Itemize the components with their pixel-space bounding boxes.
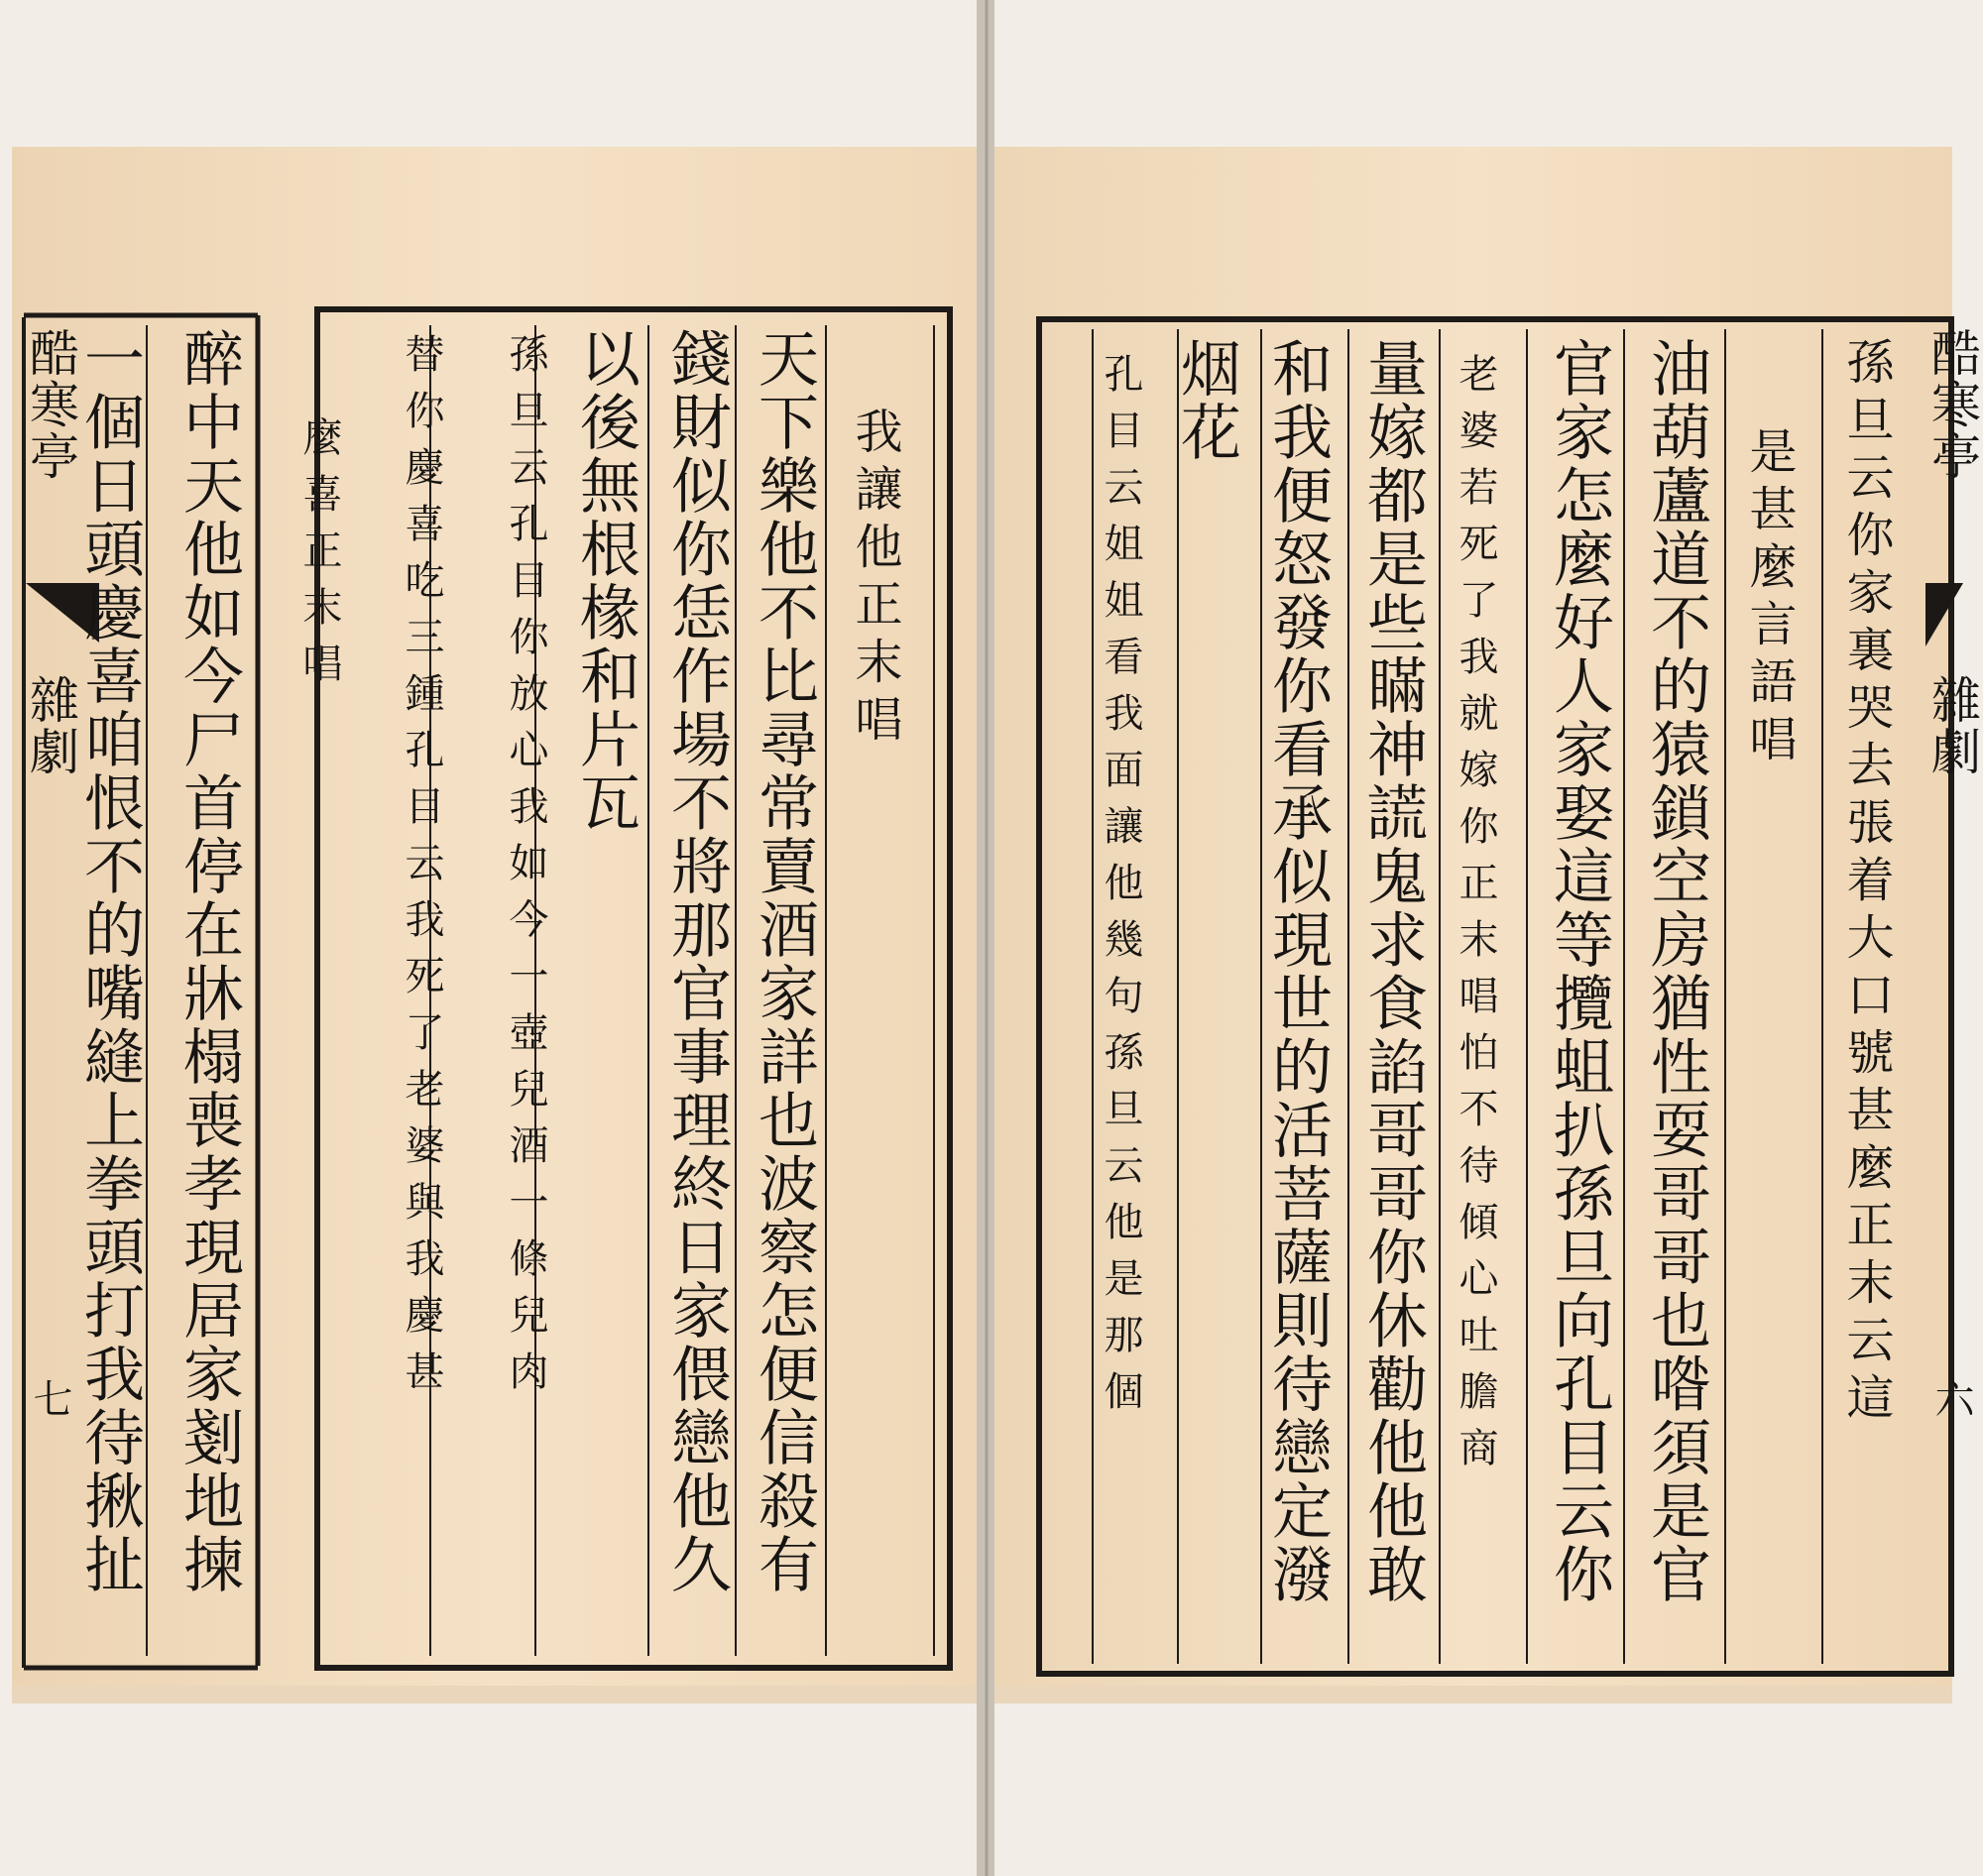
- left-margin-section: 雜劇: [22, 674, 79, 777]
- left-column-2: 一個日頭慶喜咱恨不的嘴縫上拳頭打我待揪扯: [74, 327, 145, 1596]
- right-column-6: 官家怎麼好人家娶這等攬蛆扒孫旦向孔目云你: [1544, 337, 1614, 1606]
- right-column-1: 孔目云姐姐看我面讓他幾句孫旦云他是那個: [1098, 353, 1143, 1427]
- left-margin-page-number: 七: [27, 1378, 72, 1418]
- right-column-8: 是甚麼言語唱: [1741, 426, 1797, 771]
- right-column-4: 量嫁都是些瞞神謊鬼求食諂哥哥你休勸他他敢: [1357, 337, 1428, 1606]
- right-column-3: 和我便怒發你看承似現世的活菩薩則待戀定潑: [1262, 337, 1333, 1606]
- right-column-7: 油葫蘆道不的猿鎖空房猶性耍哥哥也喒須是官: [1641, 337, 1711, 1606]
- right-margin-title: 酷寒亭: [1924, 327, 1981, 482]
- right-margin-section: 雜劇: [1924, 674, 1981, 777]
- left-column-1: 醉中天他如今尸首停在牀榻喪孝現居家剗地揀: [174, 327, 244, 1596]
- left-column-5: 孫旦云孔目你放心我如今一壺兒酒一條兒肉: [503, 333, 548, 1407]
- right-column-5: 老婆若死了我就嫁你正末唱怕不待傾心吐膽商: [1453, 353, 1498, 1483]
- left-column-8: 以後無根椽和片瓦: [570, 327, 641, 835]
- left-margin-title: 酷寒亭: [22, 327, 79, 482]
- left-column-9: 我讓他正末唱: [847, 407, 902, 752]
- left-column-6: 天下樂他不比尋常賣酒家詳也波察怎便信殺有: [749, 327, 819, 1596]
- left-column-3: 麼喜正末唱: [296, 416, 342, 699]
- left-column-7: 錢財似你恁作場不將那官事理終日家偎戀他久: [661, 327, 732, 1596]
- right-column-9: 孫旦云你家裏哭去張着大口號甚麼正末云這: [1838, 337, 1894, 1430]
- right-margin-page-number: 六: [1928, 1378, 1974, 1418]
- right-column-2: 烟花: [1171, 337, 1241, 464]
- left-column-4: 替你慶喜吃三鍾孔目云我死了老婆與我慶甚: [399, 333, 444, 1407]
